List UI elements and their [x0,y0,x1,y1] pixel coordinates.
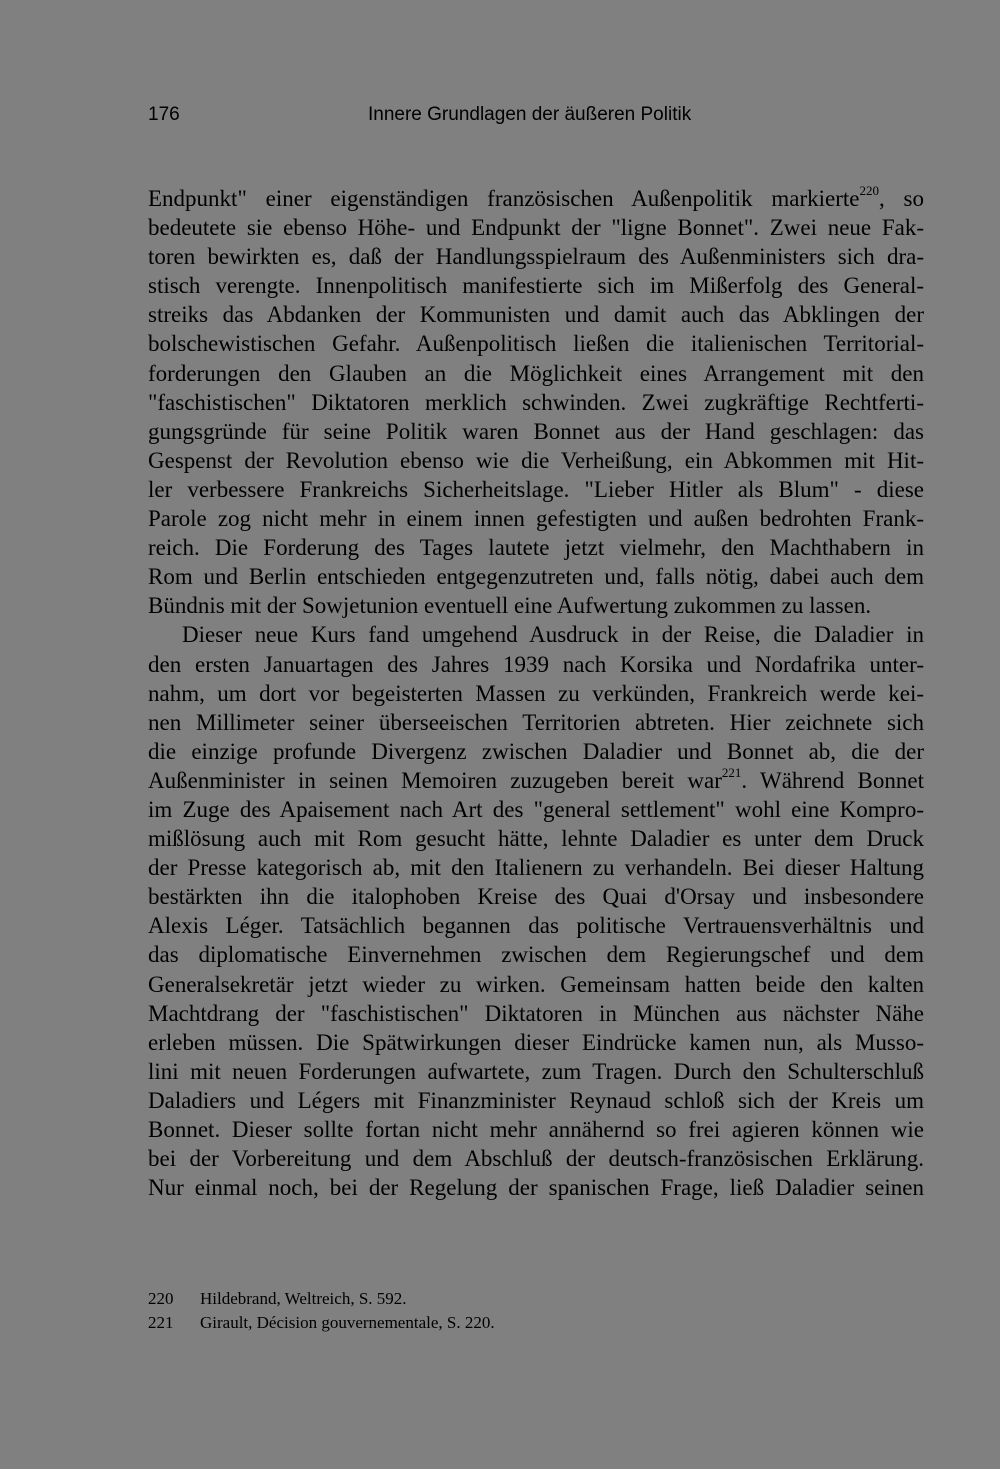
footnote-number: 221 [148,1313,174,1332]
text-line [148,359,924,388]
footnote [148,1287,924,1311]
text-line [148,970,924,999]
text-line [148,242,924,271]
text-fragment: bestärkten ihn die italophoben Kreise des Quai d'Orsay und insbesondere [148,884,924,910]
text-fragment: Dieser neue Kurs fand umgehend Ausdruck in der Reise, die Daladier in [182,622,924,648]
text-line [148,708,924,737]
text-line [148,1144,924,1173]
text-line [148,911,924,940]
text-fragment: bedeutete sie ebenso Höhe- und Endpunkt der "ligne Bonnet". Zwei neue Fak- [148,215,924,241]
text-line [148,1086,924,1115]
text-fragment: lini mit neuen Forderungen aufwartete, zum Tragen. Durch den Schulterschluß [148,1058,924,1084]
text-line [148,1028,924,1057]
text-fragment: nen Millimeter seiner überseeischen Territorien abtreten. Hier zeichnete sich [148,709,924,735]
text-fragment: Daladiers und Légers mit Finanzminister Reynaud schloß sich der Kreis um [148,1087,924,1113]
text-fragment: Bonnet. Dieser sollte fortan nicht mehr annähernd so frei agieren können wie [148,1117,924,1142]
text-fragment: Parole zog nicht mehr in einem innen gefestigten und außen bedrohten Frank- [148,506,924,532]
footnotes [148,1287,924,1335]
footnote-reference: 221 [721,765,742,781]
text-fragment: Generalsekretär jetzt wieder zu wirken. Gemeinsam hatten beide den kalten [148,971,924,997]
text-line [148,1173,924,1202]
text-fragment: toren bewirkten es, daß der Handlungsspielraum des Außenministers sich dra- [148,244,924,270]
text-fragment: forderungen den Glauben an die Möglichkeit eines Arrangement mit den [148,360,924,386]
text-fragment: mißlösung auch mit Rom gesucht hätte, lehnte Daladier es unter dem Druck [148,826,924,852]
text-line [148,184,924,213]
footnote-number: 220 [148,1289,174,1308]
text-fragment: Rom und Berlin entschieden entgegenzutreten und, falls nötig, dabei auch dem [148,564,924,590]
text-fragment: im Zuge des Apaisement nach Art des "general settlement" wohl eine Kompro- [148,796,924,822]
text-line [148,853,924,882]
text-line [148,446,924,475]
text-fragment: bolschewistischen Gefahr. Außenpolitisch ließen die italienischen Territorial- [148,331,924,357]
text-fragment: stisch verengte. Innenpolitisch manifestierte sich im Mißerfolg des General- [148,273,924,299]
text-fragment: Außenminister in seinen Memoiren zuzugeben bereit war [148,767,722,793]
text-fragment: gungsgründe für seine Politik waren Bonnet aus der Hand geschlagen: das [148,418,924,444]
text-fragment: nahm, um dort vor begeisterten Massen zu verkünden, Frankreich werde kei- [148,680,924,706]
body-text [148,184,924,1202]
text-fragment: Endpunkt" einer eigenständigen französischen Außenpolitik markierte [148,186,860,211]
text-fragment: . Während Bonnet [741,767,924,793]
text-fragment: streiks das Abdanken der Kommunisten und damit auch das Abklingen der [148,302,924,328]
text-line [148,504,924,533]
text-fragment: reich. Die Forderung des Tages lautete jetzt vielmehr, den Machthabern in [148,535,924,561]
text-line [148,1115,924,1144]
text-fragment: , so [878,186,924,211]
text-line [148,533,924,562]
text-fragment: der Presse kategorisch ab, mit den Italienern zu verhandeln. Bei dieser Haltung [148,855,924,881]
text-fragment: Alexis Léger. Tatsächlich begannen das politische Vertrauensverhältnis und [148,913,924,939]
text-line [148,650,924,679]
text-line [148,213,924,242]
text-line [148,417,924,446]
text-fragment: Nur einmal noch, bei der Regelung der spanischen Frage, ließ Daladier seinen [148,1175,924,1201]
text-line [148,795,924,824]
page-number: 176 [148,104,180,125]
text-fragment: ler verbessere Frankreichs Sicherheitslage. "Lieber Hitler als Blum" - diese [148,476,924,502]
text-fragment: "faschistischen" Diktatoren merklich schwinden. Zwei zugkräftige Rechtferti- [148,389,924,415]
text-line [148,329,924,358]
footnote [148,1311,924,1335]
text-line [148,271,924,300]
text-line [148,766,924,795]
footnote-text: Girault, Décision gouvernementale, S. 220. [200,1313,495,1332]
text-line [148,940,924,969]
text-line [148,882,924,911]
footnote-reference: 220 [859,183,879,199]
text-fragment: erleben müssen. Die Spätwirkungen dieser Eindrücke kamen nun, als Musso- [148,1029,924,1055]
running-title: Innere Grundlagen der äußeren Politik [368,104,692,125]
text-fragment: das diplomatische Einvernehmen zwischen dem Regierungschef und dem [148,942,924,968]
text-line [148,620,924,649]
footnote-text: Hildebrand, Weltreich, S. 592. [200,1289,407,1308]
text-fragment: den ersten Januartagen des Jahres 1939 nach Korsika und Nordafrika unter- [148,651,924,677]
text-line [148,562,924,591]
text-line [148,737,924,766]
page-header [148,100,924,130]
text-fragment: Bündnis mit der Sowjetunion eventuell eine Aufwertung zukommen zu lassen. [148,593,872,619]
text-fragment: Gespenst der Revolution ebenso wie die Verheißung, ein Abkommen mit Hit- [148,447,924,473]
text-line [148,388,924,417]
text-line [148,300,924,329]
text-line [148,475,924,504]
text-fragment: Machtdrang der "faschistischen" Diktatoren in München aus nächster Nähe [148,1000,924,1026]
text-fragment: die einzige profunde Divergenz zwischen Daladier und Bonnet ab, die der [148,738,924,764]
text-line [148,1057,924,1086]
text-line [148,591,924,620]
text-line [148,824,924,853]
text-fragment: bei der Vorbereitung und dem Abschluß der deutsch-französischen Erklärung. [148,1146,924,1172]
text-line [148,679,924,708]
text-line [148,999,924,1028]
